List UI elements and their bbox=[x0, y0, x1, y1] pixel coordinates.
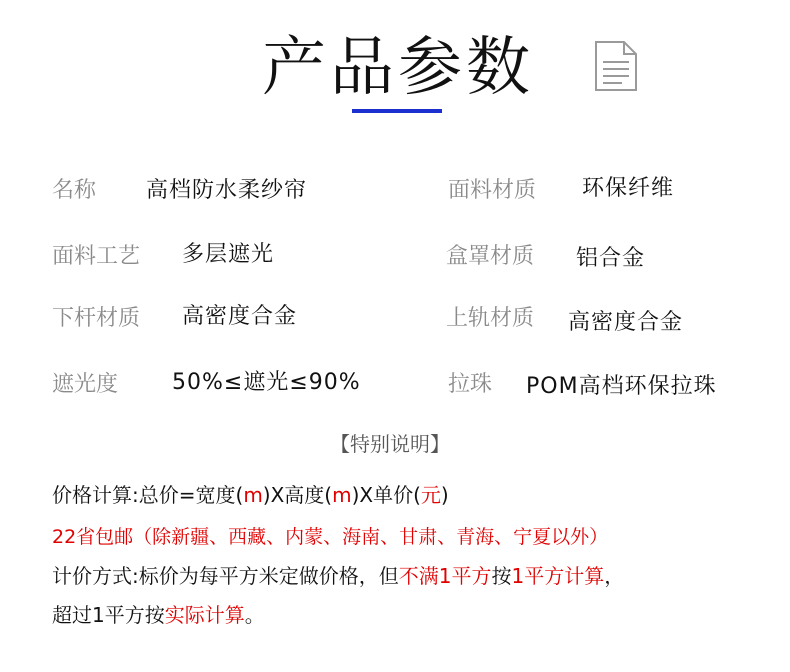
craft-label: 面料工艺 bbox=[52, 244, 141, 269]
top-rail-value: 高密度合金 bbox=[568, 310, 684, 335]
craft-value: 多层遮光 bbox=[182, 242, 275, 267]
document-icon bbox=[594, 40, 638, 92]
method-mid: 按 bbox=[491, 564, 512, 588]
price-calc-suffix: ) bbox=[440, 483, 449, 507]
over-prefix: 超过1平方按 bbox=[52, 603, 165, 627]
notice-title: 【特别说明】 bbox=[330, 432, 450, 456]
price-calc-yuan: 元 bbox=[420, 483, 441, 507]
bead-value: POM高档环保拉珠 bbox=[526, 374, 717, 399]
price-calc-line bbox=[52, 480, 449, 510]
price-calc-m2: m bbox=[332, 483, 352, 507]
fabric-value: 环保纤维 bbox=[582, 176, 675, 201]
top-rail-label: 上轨材质 bbox=[446, 306, 535, 331]
bead-label: 拉珠 bbox=[448, 372, 493, 397]
bottom-rod-label: 下杆材质 bbox=[52, 306, 141, 331]
method-red1: 不满1平方 bbox=[398, 564, 492, 588]
bottom-rod-value: 高密度合金 bbox=[182, 304, 298, 329]
shading-value: 50%≤遮光≤90% bbox=[172, 370, 361, 395]
page-title: 产品参数 bbox=[262, 31, 534, 105]
price-calc-prefix: 价格计算:总价=宽度( bbox=[52, 483, 244, 507]
method-red2: 1平方计算 bbox=[511, 564, 605, 588]
pricing-method-line bbox=[52, 561, 624, 591]
method-prefix: 计价方式:标价为每平方米定做价格，但 bbox=[52, 564, 399, 588]
over-area-line bbox=[52, 600, 265, 630]
price-calc-mid: )X高度( bbox=[262, 483, 333, 507]
shading-label: 遮光度 bbox=[52, 372, 119, 397]
name-value: 高档防水柔纱帘 bbox=[146, 178, 308, 203]
shipping-line: 22省包邮（除新疆、西藏、内蒙、海南、甘肃、青海、宁夏以外） bbox=[52, 526, 609, 548]
price-calc-mid2: )X单价( bbox=[351, 483, 421, 507]
method-suffix: ， bbox=[604, 564, 625, 588]
over-suffix: 。 bbox=[244, 603, 265, 627]
box-value: 铝合金 bbox=[576, 246, 646, 271]
price-calc-m1: m bbox=[243, 483, 263, 507]
name-label: 名称 bbox=[52, 178, 97, 203]
box-label: 盒罩材质 bbox=[446, 244, 535, 269]
over-red: 实际计算 bbox=[164, 603, 245, 627]
title-underline bbox=[352, 109, 442, 113]
fabric-label: 面料材质 bbox=[448, 178, 537, 203]
